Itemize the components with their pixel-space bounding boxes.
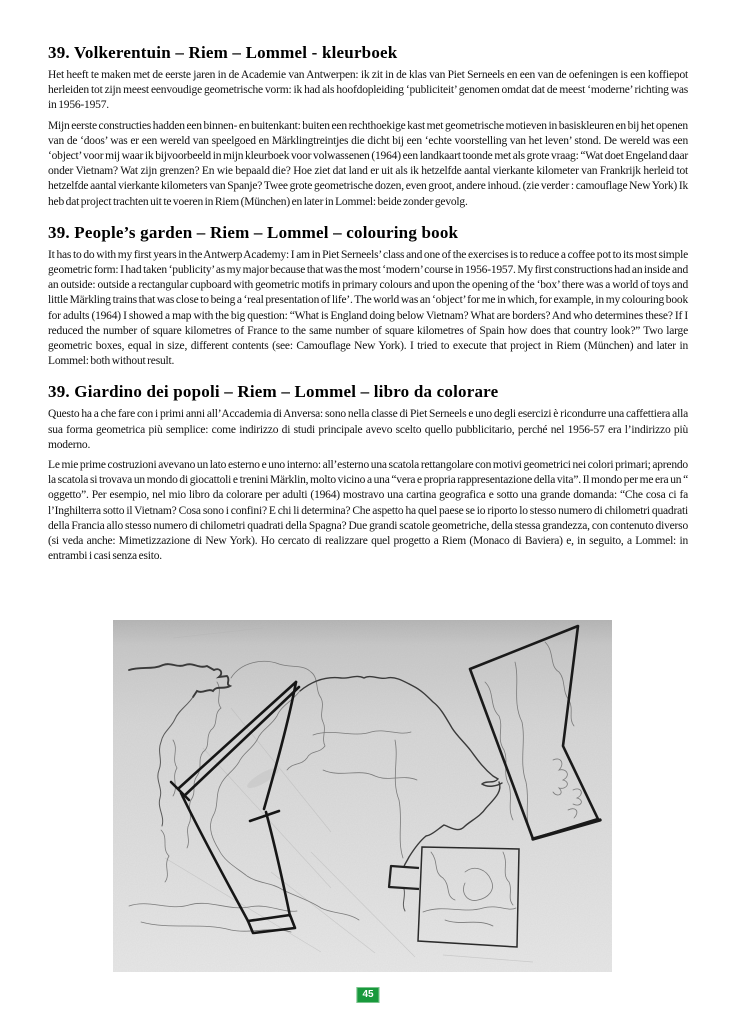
paragraph-english-1: It has to do with my first years in the Antwerp Academy: I am in Piet Serneels’ class and one of the exercises is to reduce a coffee pot to its most simple geometric form: I had taken ‘publicity’ as my major because that was the most ‘modern’ course in 1956-1957. My first constructions had an inside and an outside: outside a rectangular cupboard with geometric motifs in primary colours and upon the opening of the ‘box’ there was a world of toys and little Märkling trains that was close to being a ‘real presentation of life’. The world was an ‘object’ for me in which, for example, in my colouring book for adults (1964) I showed a map with the big question: “What is England doing below Vietnam? What are borders? And who determines these? If I reduced the number of square kilometres of France to the same number of square kilometres of Spain how does that country look?” Two large geometric boxes, equal in size, different contents (see: Camouflage New York). I tried to execute that project in Riem (München) and later in Lommel: both without result. (48, 248, 688, 368)
page-number-badge: 45 (356, 987, 379, 1003)
section-dutch (48, 42, 688, 210)
section-heading-italian: 39. Giardino dei popoli – Riem – Lommel – libro da colorare (48, 382, 499, 402)
paragraph-dutch-1: Het heeft te maken met de eerste jaren in de Academie van Antwerpen: ik zit in de klas van Piet Serneels en een van de oefeningen is een koffiepot herleiden tot zijn meest eenvoudige geometrische vorm: ik had als hoofdopleiding ‘publiciteit’ genomen omdat dat de meest ‘moderne’ richting was in 1956-1957. (48, 69, 688, 112)
paragraph-italian-2: Le mie prime costruzioni avevano un lato esterno e uno interno: all’esterno una scatola rettangolare con motivi geometrici nei colori primari; aprendo la scatola si trovava un mondo di giocattoli e trenini Märklin, molto vicino a una “vera e propria rappresentazione della vita”. Il mondo per me era un “ oggetto”. Per esempio, nel mio libro da colorare per adulti (1964) mostravo una cartina geografica e sotto una grande domanda: “Che cosa ci fa l’Inghilterra sotto il Vietnam? Cosa sono i confini? E chi li determina? Che aspetto ha quel paese se io riporto lo stesso numero di chilometri quadrati della Francia allo stesso numero di chilometri quadrati della Spagna? Due grandi scatole geometriche, della stessa grandezza, con contenuto diverso (si veda anche: Mimetizzazione di New York). Ho cercato di realizzare quel progetto a Riem (Monaco di Baviera) e, in seguito, a Lommel: in entrambi i casi senza esito. (48, 459, 688, 563)
section-heading-dutch: 39. Volkerentuin – Riem – Lommel - kleurboek (48, 43, 398, 62)
artwork-figure (113, 620, 612, 972)
section-english (48, 222, 688, 370)
artwork-photo (113, 620, 612, 972)
text-column (48, 42, 688, 576)
paragraph-italian-1: Questo ha a che fare con i primi anni all’Accademia di Anversa: sono nella classe di Piet Serneels e uno degli esercizi è ricondurre una caffettiera alla sua forma geometrica più semplice: come indirizzo di studi principale avevo scelto quello pubblicitario, perché nel 1956-57 era l’indirizzo più moderno. (48, 408, 688, 451)
paragraph-dutch-2: Mijn eerste constructies hadden een binnen- en buitenkant: buiten een rechthoekige kast met geometrische motieven in basiskleuren en bij het openen van de ‘doos’ was er een wereld van speelgoed en Märklingtreintjes die dicht bij een ‘echte voorstelling van het leven’ stond. De wereld was een ‘object’ voor mij waar ik bijvoorbeeld in mijn kleurboek voor volwassenen (1964) een landkaart toonde met als grote vraag: “Wat doet Engeland daar onder Vietnam? Wat zijn grenzen? En wie bepaald die? Hoe ziet dat land er uit als ik hetzelfde aantal vierkante kilometer van Frankrijk herleid tot hetzelfde aantal vierkante kilometers van Spanje? Twee grote geometrische dozen, even groot, andere inhoud. (zie verder : camouflage New York) Ik heb dat project trachten uit te voeren in Riem (München) en later in Lommel: beide zonder gevolg. (48, 119, 688, 208)
section-heading-english: 39. People’s garden – Riem – Lommel – colouring book (48, 222, 459, 242)
section-italian (48, 381, 688, 564)
